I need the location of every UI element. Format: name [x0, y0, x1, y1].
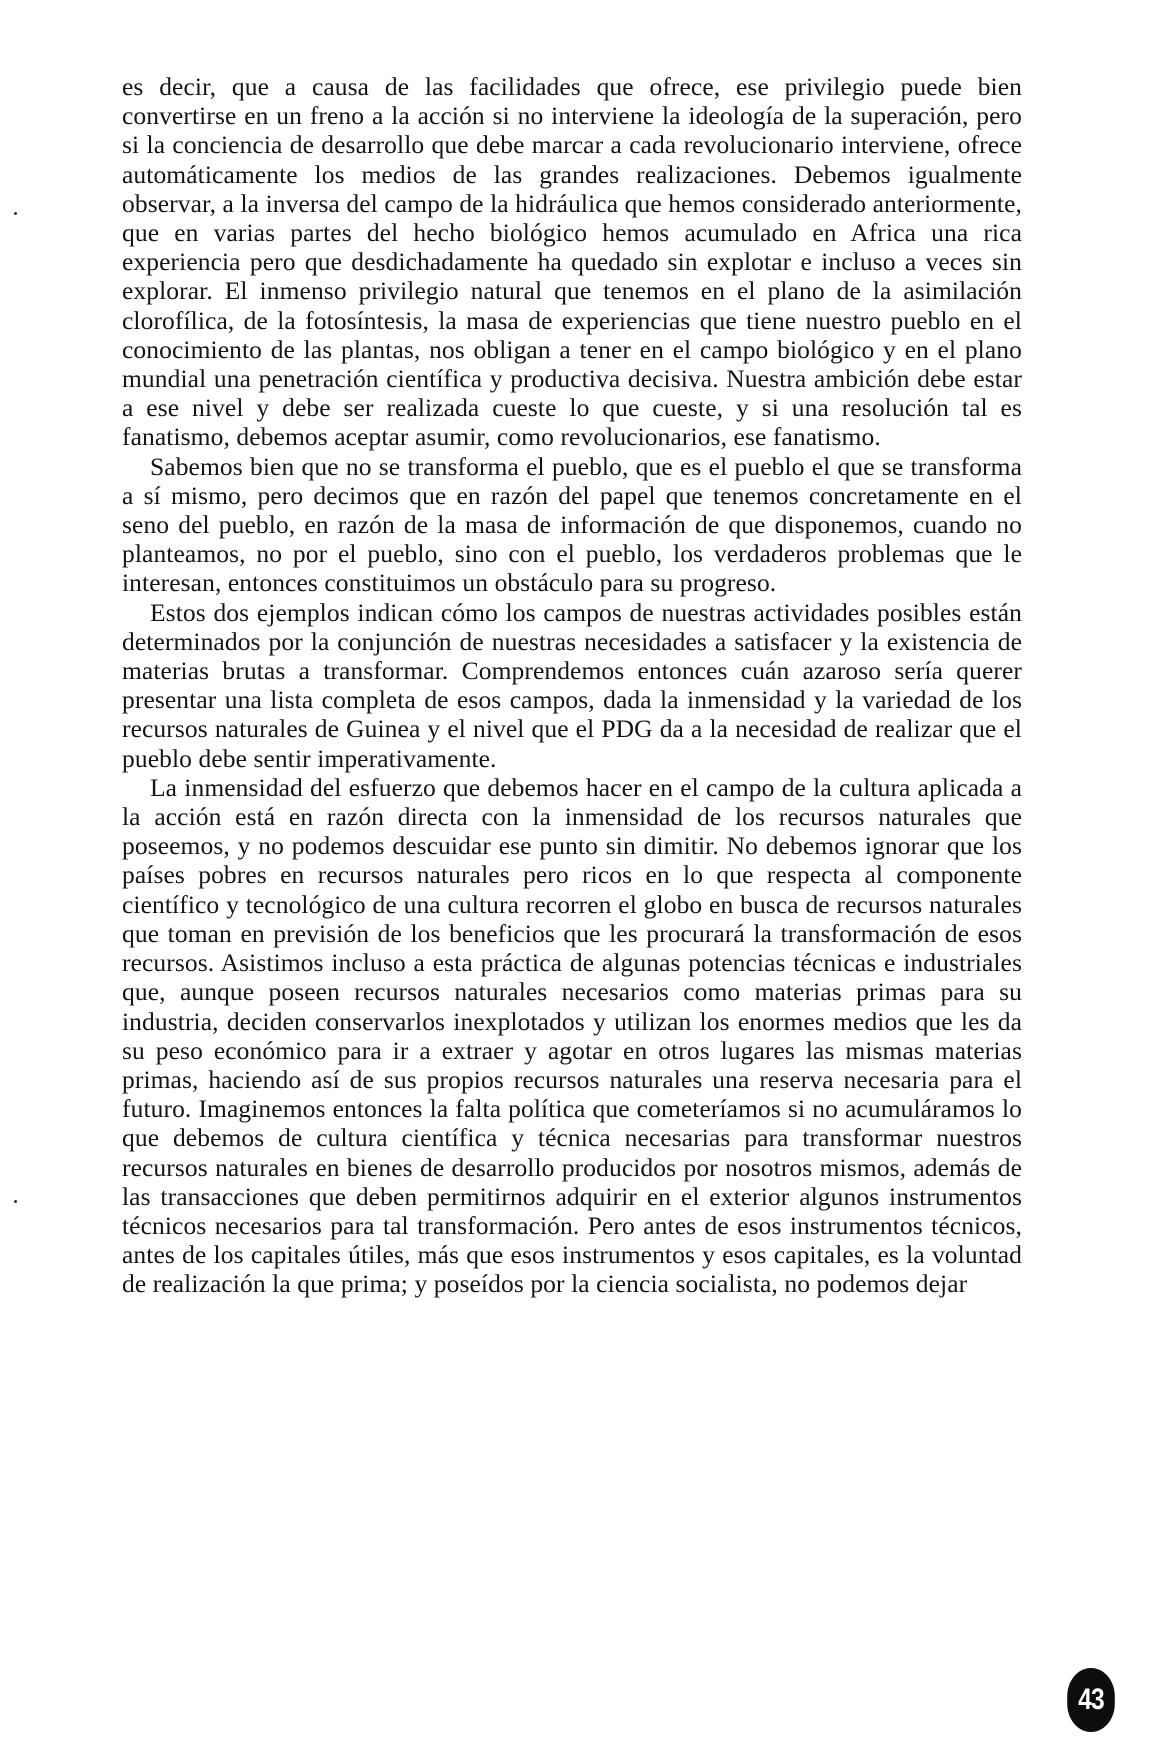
paragraph-1: es decir, que a causa de las facilidades que ofrece, ese privilegio puede bien convertirse en un freno a la acción si no interviene la ideología de la superación, pero si la conciencia de desarrollo que debe marcar a cada revolucionario interviene, ofrece automáticamente los medios de las grandes realizaciones. Debemos igualmente observar, a la inversa del campo de la hidráulica que hemos considerado anteriormente, que en varias partes del hecho biológico hemos acumulado en Africa una rica experiencia pero que desdichadamente ha quedado sin explotar e incluso a veces sin explorar. El inmenso privilegio natural que tenemos en el plano de la asimilación clorofílica, de la fotosíntesis, la masa de experiencias que tiene nuestro pueblo en el conocimiento de las plantas, nos obligan a tener en el campo biológico y en el plano mundial una penetración científica y productiva decisiva. Nuestra ambición debe estar a ese nivel y debe ser realizada cueste lo que cueste, y si una resolución tal es fanatismo, debemos aceptar asumir, como revolucionarios, ese fanatismo.: [122, 72, 1022, 452]
page-number-badge: 43: [1067, 1668, 1115, 1732]
paragraph-2: Sabemos bien que no se transforma el pueblo, que es el pueblo el que se transforma a sí mismo, pero decimos que en razón del papel que tenemos concretamente en el seno del pueblo, en razón de la masa de información de que disponemos, cuando no planteamos, no por el pueblo, sino con el pueblo, los verdaderos problemas que le interesan, entonces constituimos un obstáculo para su progreso.: [122, 451, 1022, 598]
body-text: [122, 72, 1022, 1299]
margin-speck: [14, 1200, 17, 1203]
paragraph-4: La inmensidad del esfuerzo que debemos hacer en el campo de la cultura aplicada a la acción está en razón directa con la inmensidad de los recursos naturales que poseemos, y no podemos descuidar ese punto sin dimitir. No debemos ignorar que los países pobres en recursos naturales pero ricos en lo que respecta al componente científico y tecnológico de una cultura recorren el globo en busca de recursos naturales que toman en previsión de los beneficios que les procurará la transformación de esos recursos. Asistimos incluso a esta práctica de algunas potencias técnicas e industriales que, aunque poseen recursos naturales necesarios como materias primas para su industria, deciden conservarlos inexplotados y utilizan los enormes medios que les da su peso económico para ir a extraer y agotar en otros lugares las mismas materias primas, haciendo así de sus propios recursos naturales una reserva necesaria para el futuro. Imaginemos entonces la falta política que cometeríamos si no acumuláramos lo que debemos de cultura científica y técnica necesarias para transformar nuestros recursos naturales en bienes de desarrollo producidos por nosotros mismos, además de las transacciones que deben permitirnos adquirir en el exterior algunos instrumentos técnicos necesarios para tal transformación. Pero antes de esos instrumentos técnicos, antes de los capitales útiles, más que esos instrumentos y esos capitales, es la voluntad de realización la que prima; y poseídos por la ciencia socialista, no podemos dejar: [122, 772, 1022, 1299]
paragraph-3: Estos dos ejemplos indican cómo los campos de nuestras actividades posibles están determinados por la conjunción de nuestras necesidades a satisfacer y la existencia de materias brutas a transformar. Comprendemos entonces cuán azaroso sería querer presentar una lista completa de esos campos, dada la inmensidad y la variedad de los recursos naturales de Guinea y el nivel que el PDG da a la necesidad de realizar que el pueblo debe sentir imperativamente.: [122, 597, 1022, 773]
margin-speck: [14, 212, 17, 215]
